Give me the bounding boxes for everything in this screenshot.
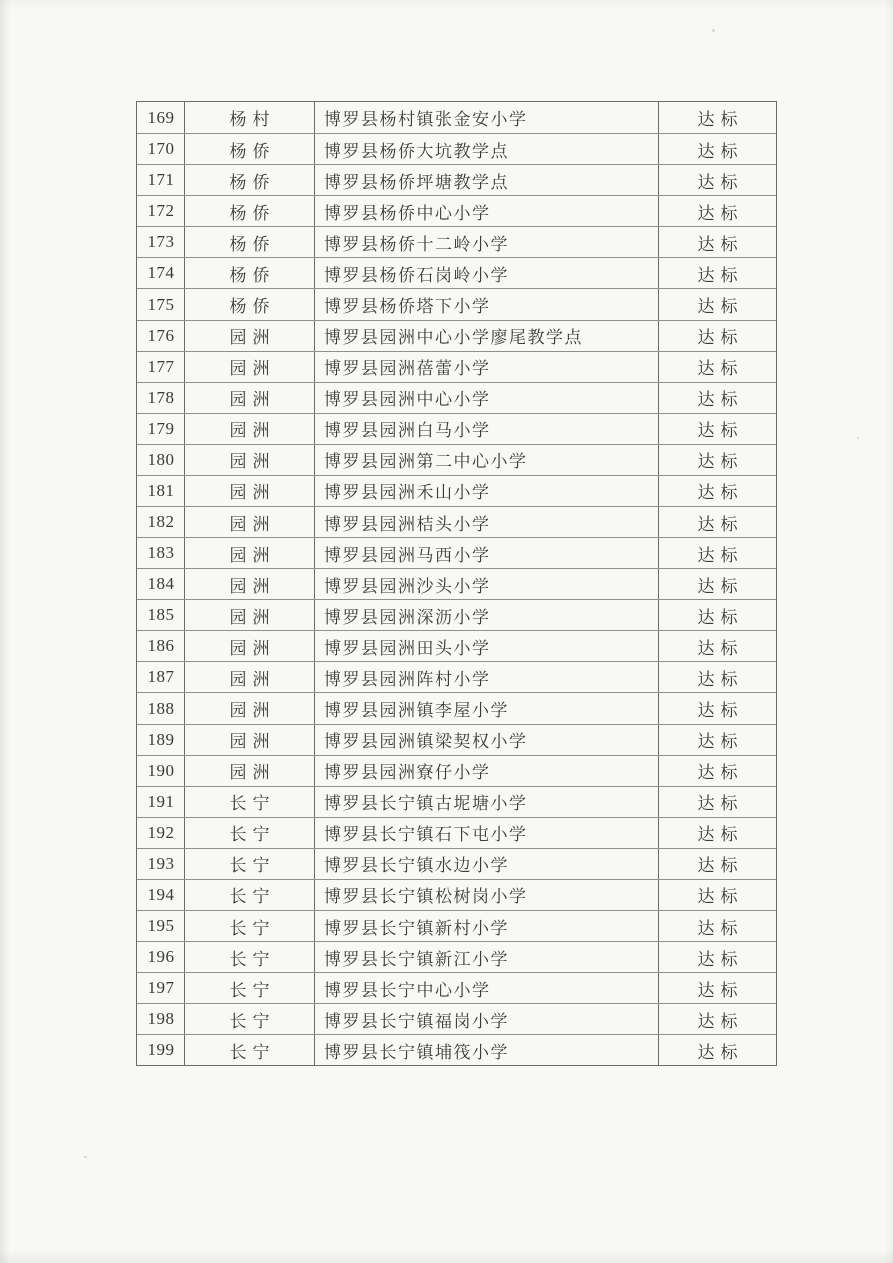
row-number-cell: 170 bbox=[147, 139, 175, 159]
table-row bbox=[137, 817, 776, 848]
status-cell: 达标 bbox=[658, 693, 776, 723]
row-number-cell: 172 bbox=[147, 201, 175, 221]
town-name-cell: 杨侨 bbox=[184, 134, 314, 164]
row-number-cell: 182 bbox=[147, 512, 175, 532]
table-row bbox=[137, 848, 776, 879]
school-name-cell: 博罗县杨侨石岗岭小学 bbox=[314, 258, 658, 288]
table-row bbox=[137, 692, 776, 723]
school-name-cell: 博罗县长宁镇松树岗小学 bbox=[314, 880, 658, 910]
row-number-cell: 195 bbox=[147, 916, 175, 936]
town-name-cell: 园洲 bbox=[184, 538, 314, 568]
town-name-cell: 园洲 bbox=[184, 756, 314, 786]
status-cell: 达标 bbox=[658, 538, 776, 568]
status-cell: 达标 bbox=[658, 756, 776, 786]
status-cell: 达标 bbox=[658, 849, 776, 879]
status-cell: 达标 bbox=[658, 787, 776, 817]
table-row bbox=[137, 755, 776, 786]
row-number-cell: 185 bbox=[147, 605, 175, 625]
table-row bbox=[137, 382, 776, 413]
row-number-cell: 173 bbox=[147, 232, 175, 252]
status-cell: 达标 bbox=[658, 507, 776, 537]
school-name-cell: 博罗县园洲镇梁契权小学 bbox=[314, 725, 658, 755]
school-standards-table bbox=[136, 101, 777, 1066]
school-name-cell: 博罗县园洲中心小学廖尾教学点 bbox=[314, 321, 658, 351]
school-name-cell: 博罗县杨村镇张金安小学 bbox=[314, 102, 658, 133]
school-name-cell: 博罗县园洲第二中心小学 bbox=[314, 445, 658, 475]
row-number-cell: 174 bbox=[147, 263, 175, 283]
school-name-cell: 博罗县长宁镇埔筏小学 bbox=[314, 1035, 658, 1065]
town-name-cell: 园洲 bbox=[184, 600, 314, 630]
status-cell: 达标 bbox=[658, 973, 776, 1003]
town-name-cell: 园洲 bbox=[184, 414, 314, 444]
row-number-cell: 184 bbox=[147, 574, 175, 594]
town-name-cell: 园洲 bbox=[184, 725, 314, 755]
town-name-cell: 长宁 bbox=[184, 787, 314, 817]
table-row bbox=[137, 910, 776, 941]
table-row bbox=[137, 941, 776, 972]
school-name-cell: 博罗县长宁中心小学 bbox=[314, 973, 658, 1003]
town-name-cell: 杨村 bbox=[184, 102, 314, 133]
row-number-cell: 175 bbox=[147, 294, 175, 314]
status-cell: 达标 bbox=[658, 134, 776, 164]
town-name-cell: 杨侨 bbox=[184, 289, 314, 319]
table-row bbox=[137, 506, 776, 537]
row-number-cell: 186 bbox=[147, 636, 175, 656]
table-row bbox=[137, 164, 776, 195]
town-name-cell: 长宁 bbox=[184, 911, 314, 941]
status-cell: 达标 bbox=[658, 476, 776, 506]
school-name-cell: 博罗县杨侨中心小学 bbox=[314, 196, 658, 226]
status-cell: 达标 bbox=[658, 818, 776, 848]
status-cell: 达标 bbox=[658, 258, 776, 288]
row-number-cell: 197 bbox=[147, 978, 175, 998]
status-cell: 达标 bbox=[658, 725, 776, 755]
school-name-cell: 博罗县杨侨十二岭小学 bbox=[314, 227, 658, 257]
school-name-cell: 博罗县长宁镇新村小学 bbox=[314, 911, 658, 941]
status-cell: 达标 bbox=[658, 1035, 776, 1065]
row-number-cell: 171 bbox=[147, 170, 175, 190]
town-name-cell: 杨侨 bbox=[184, 258, 314, 288]
school-name-cell: 博罗县园洲桔头小学 bbox=[314, 507, 658, 537]
table-row bbox=[137, 102, 776, 133]
school-name-cell: 博罗县园洲中心小学 bbox=[314, 383, 658, 413]
table-row bbox=[137, 599, 776, 630]
table-row bbox=[137, 226, 776, 257]
status-cell: 达标 bbox=[658, 196, 776, 226]
school-name-cell: 博罗县园洲蓓蕾小学 bbox=[314, 352, 658, 382]
town-name-cell: 长宁 bbox=[184, 1004, 314, 1034]
table-row bbox=[137, 320, 776, 351]
town-name-cell: 园洲 bbox=[184, 352, 314, 382]
status-cell: 达标 bbox=[658, 165, 776, 195]
school-name-cell: 博罗县杨侨坪塘教学点 bbox=[314, 165, 658, 195]
town-name-cell: 长宁 bbox=[184, 942, 314, 972]
status-cell: 达标 bbox=[658, 911, 776, 941]
town-name-cell: 长宁 bbox=[184, 880, 314, 910]
table-row bbox=[137, 972, 776, 1003]
town-name-cell: 长宁 bbox=[184, 973, 314, 1003]
row-number-cell: 190 bbox=[147, 760, 175, 780]
status-cell: 达标 bbox=[658, 352, 776, 382]
school-name-cell: 博罗县园洲镇李屋小学 bbox=[314, 693, 658, 723]
school-name-cell: 博罗县园洲寮仔小学 bbox=[314, 756, 658, 786]
table-row bbox=[137, 444, 776, 475]
status-cell: 达标 bbox=[658, 321, 776, 351]
town-name-cell: 园洲 bbox=[184, 507, 314, 537]
row-number-cell: 196 bbox=[147, 947, 175, 967]
school-name-cell: 博罗县长宁镇新江小学 bbox=[314, 942, 658, 972]
town-name-cell: 杨侨 bbox=[184, 165, 314, 195]
town-name-cell: 园洲 bbox=[184, 476, 314, 506]
status-cell: 达标 bbox=[658, 880, 776, 910]
table-row bbox=[137, 568, 776, 599]
row-number-cell: 193 bbox=[147, 853, 175, 873]
table-row bbox=[137, 537, 776, 568]
table-row bbox=[137, 475, 776, 506]
table-row bbox=[137, 1003, 776, 1034]
row-number-cell: 194 bbox=[147, 884, 175, 904]
school-name-cell: 博罗县园洲深沥小学 bbox=[314, 600, 658, 630]
table-row bbox=[137, 133, 776, 164]
row-number-cell: 180 bbox=[147, 449, 175, 469]
table-row bbox=[137, 630, 776, 661]
table-row bbox=[137, 879, 776, 910]
table-row bbox=[137, 661, 776, 692]
table-row bbox=[137, 257, 776, 288]
table-row bbox=[137, 288, 776, 319]
row-number-cell: 183 bbox=[147, 543, 175, 563]
status-cell: 达标 bbox=[658, 289, 776, 319]
school-name-cell: 博罗县园洲阵村小学 bbox=[314, 662, 658, 692]
town-name-cell: 杨侨 bbox=[184, 227, 314, 257]
town-name-cell: 园洲 bbox=[184, 662, 314, 692]
school-name-cell: 博罗县园洲白马小学 bbox=[314, 414, 658, 444]
status-cell: 达标 bbox=[658, 942, 776, 972]
school-name-cell: 博罗县长宁镇福岗小学 bbox=[314, 1004, 658, 1034]
status-cell: 达标 bbox=[658, 414, 776, 444]
row-number-cell: 179 bbox=[147, 418, 175, 438]
status-cell: 达标 bbox=[658, 662, 776, 692]
town-name-cell: 园洲 bbox=[184, 569, 314, 599]
town-name-cell: 杨侨 bbox=[184, 196, 314, 226]
row-number-cell: 188 bbox=[147, 698, 175, 718]
town-name-cell: 园洲 bbox=[184, 321, 314, 351]
row-number-cell: 187 bbox=[147, 667, 175, 687]
status-cell: 达标 bbox=[658, 102, 776, 133]
row-number-cell: 169 bbox=[147, 107, 175, 127]
scan-speck bbox=[712, 29, 715, 32]
school-name-cell: 博罗县长宁镇水边小学 bbox=[314, 849, 658, 879]
row-number-cell: 189 bbox=[147, 729, 175, 749]
table-row bbox=[137, 195, 776, 226]
status-cell: 达标 bbox=[658, 569, 776, 599]
status-cell: 达标 bbox=[658, 445, 776, 475]
school-name-cell: 博罗县园洲禾山小学 bbox=[314, 476, 658, 506]
school-name-cell: 博罗县园洲马西小学 bbox=[314, 538, 658, 568]
school-name-cell: 博罗县园洲沙头小学 bbox=[314, 569, 658, 599]
status-cell: 达标 bbox=[658, 227, 776, 257]
school-name-cell: 博罗县园洲田头小学 bbox=[314, 631, 658, 661]
scan-speck bbox=[84, 1156, 87, 1158]
status-cell: 达标 bbox=[658, 1004, 776, 1034]
row-number-cell: 191 bbox=[147, 791, 175, 811]
row-number-cell: 198 bbox=[147, 1009, 175, 1029]
town-name-cell: 园洲 bbox=[184, 383, 314, 413]
status-cell: 达标 bbox=[658, 383, 776, 413]
town-name-cell: 园洲 bbox=[184, 631, 314, 661]
row-number-cell: 176 bbox=[147, 325, 175, 345]
town-name-cell: 长宁 bbox=[184, 1035, 314, 1065]
town-name-cell: 长宁 bbox=[184, 818, 314, 848]
town-name-cell: 长宁 bbox=[184, 849, 314, 879]
scan-speck bbox=[857, 437, 859, 439]
town-name-cell: 园洲 bbox=[184, 693, 314, 723]
table-row bbox=[137, 413, 776, 444]
row-number-cell: 178 bbox=[147, 387, 175, 407]
table-row bbox=[137, 1034, 776, 1065]
town-name-cell: 园洲 bbox=[184, 445, 314, 475]
row-number-cell: 192 bbox=[147, 822, 175, 842]
table-row bbox=[137, 351, 776, 382]
school-name-cell: 博罗县长宁镇石下屯小学 bbox=[314, 818, 658, 848]
status-cell: 达标 bbox=[658, 631, 776, 661]
table-row bbox=[137, 786, 776, 817]
school-name-cell: 博罗县杨侨大坑教学点 bbox=[314, 134, 658, 164]
school-name-cell: 博罗县长宁镇古坭塘小学 bbox=[314, 787, 658, 817]
status-cell: 达标 bbox=[658, 600, 776, 630]
school-name-cell: 博罗县杨侨塔下小学 bbox=[314, 289, 658, 319]
row-number-cell: 199 bbox=[147, 1040, 175, 1060]
row-number-cell: 181 bbox=[147, 480, 175, 500]
table-row bbox=[137, 724, 776, 755]
row-number-cell: 177 bbox=[147, 356, 175, 376]
